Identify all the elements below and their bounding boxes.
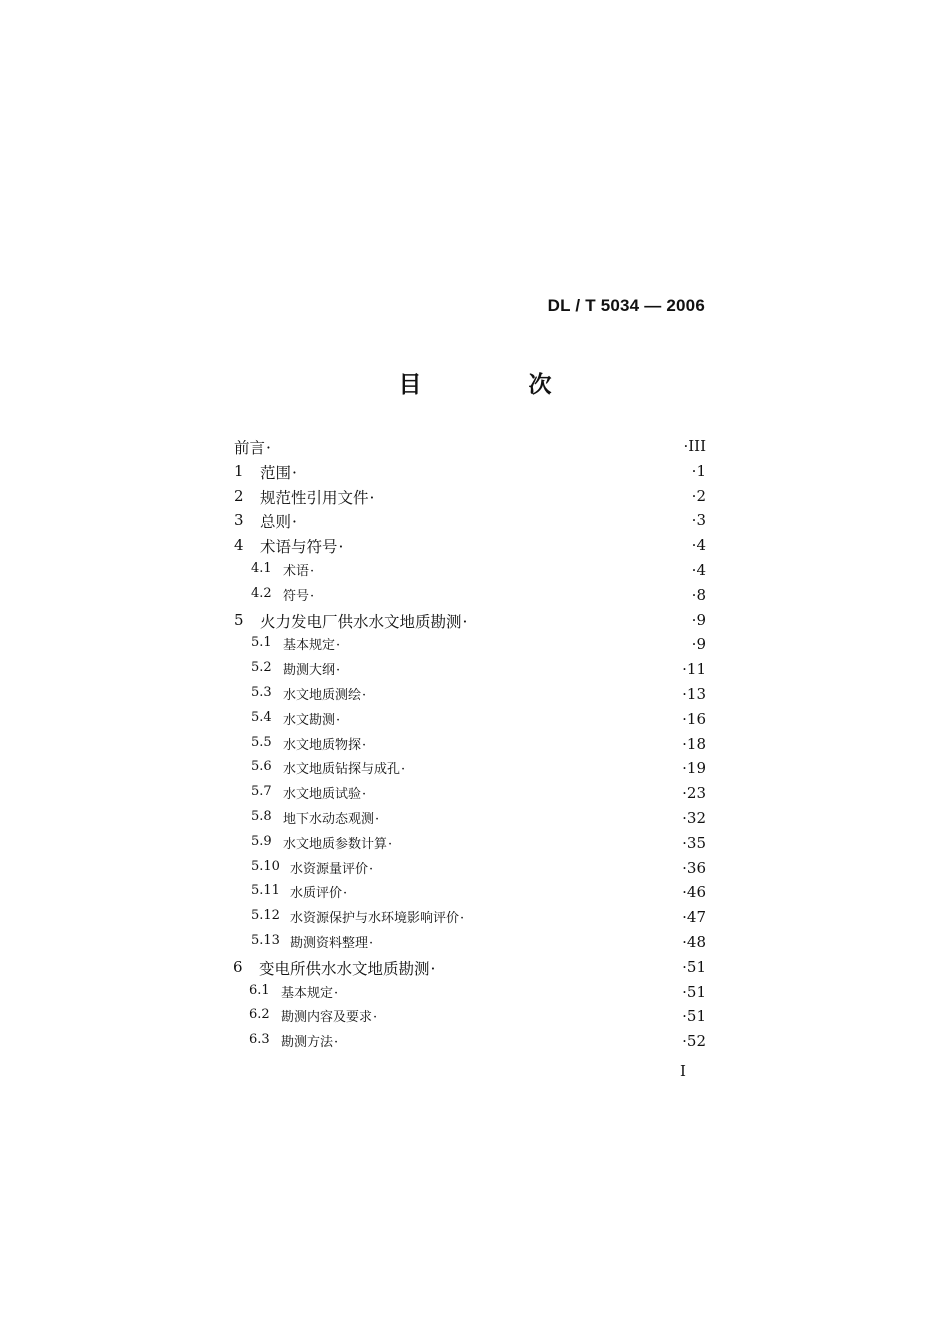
toc-entry-page: ·4 xyxy=(691,536,706,555)
toc-subentry[interactable] xyxy=(234,554,706,579)
toc-entry-number: 6.1 xyxy=(249,982,270,998)
toc-entry-number: 5.4 xyxy=(251,709,272,725)
toc-entry-page: ·16 xyxy=(682,709,706,728)
toc-subentry[interactable] xyxy=(234,926,706,951)
toc-entry-page: ·47 xyxy=(682,908,706,927)
toc-subentry[interactable] xyxy=(234,827,706,852)
toc-entry[interactable] xyxy=(234,604,706,629)
standard-code: DL / T 5034 — 2006 xyxy=(547,296,705,315)
toc-entry-page: ·1 xyxy=(691,461,706,480)
toc-entry-number: 5.3 xyxy=(251,684,272,700)
toc-entry-number: 4.1 xyxy=(251,560,272,576)
page-title: 目 次 xyxy=(398,372,594,398)
toc-entry-label: 地下水动态观测· xyxy=(283,811,380,827)
toc-entry-page: ·46 xyxy=(682,883,706,902)
toc-entry-page: ·2 xyxy=(691,486,706,505)
toc-entry-page: ·9 xyxy=(691,635,706,654)
toc-entry[interactable] xyxy=(234,504,706,532)
toc-entry-label: 水文地质参数计算· xyxy=(283,836,393,852)
toc-entry-label: 勘测资料整理· xyxy=(290,935,374,951)
toc-subentry[interactable] xyxy=(234,901,706,926)
toc-entry-number: 6.3 xyxy=(249,1032,270,1048)
toc-entry[interactable] xyxy=(234,951,706,976)
toc-entry-page: ·23 xyxy=(682,784,706,803)
toc-entry-number: 1 xyxy=(234,461,244,480)
toc-entry-label: 变电所供水水文地质勘测· xyxy=(259,959,436,978)
toc-entry-page: ·48 xyxy=(682,932,706,951)
toc-entry-number: 2 xyxy=(234,486,244,505)
toc-subentry[interactable] xyxy=(234,703,706,728)
toc-subentry[interactable] xyxy=(234,678,706,703)
toc-entry[interactable] xyxy=(234,480,706,505)
toc-entry-label: 水文地质钻探与成孔· xyxy=(283,762,406,778)
toc-entry-label: 总则· xyxy=(260,513,297,532)
toc-entry-page: ·8 xyxy=(691,585,706,604)
toc-entry-number: 5.13 xyxy=(251,932,280,948)
toc-entry[interactable] xyxy=(234,455,706,480)
toc-entry-number: 5.9 xyxy=(251,833,272,849)
toc-entry-page: ·9 xyxy=(691,610,706,629)
toc-entry-page: ·32 xyxy=(682,808,706,827)
toc-entry-number: 5.6 xyxy=(251,759,272,775)
toc-entry-number: 5 xyxy=(234,610,244,629)
toc-entry-number: 5.1 xyxy=(251,635,272,651)
toc-entry-page: ·18 xyxy=(682,734,706,753)
toc-entry-label: 规范性引用文件· xyxy=(260,488,375,507)
toc-subentry[interactable] xyxy=(234,1000,706,1025)
toc-entry-page: ·4 xyxy=(691,560,706,579)
toc-entry-number: 5.2 xyxy=(251,660,272,676)
toc-entry-page: ·52 xyxy=(682,1032,706,1051)
toc-entry-page: ·51 xyxy=(682,982,706,1001)
toc-subentry[interactable] xyxy=(234,852,706,877)
toc-entry[interactable] xyxy=(234,529,706,557)
toc-entry-label: 范围· xyxy=(260,463,297,482)
toc-subentry[interactable] xyxy=(234,628,706,653)
toc-subentry[interactable] xyxy=(234,728,706,753)
toc-entry-label: 水文地质物探· xyxy=(283,737,367,753)
toc-entry-label: 基本规定· xyxy=(283,638,341,654)
toc-entry-page: ·36 xyxy=(682,858,706,877)
toc-entry-label: 水文地质测绘· xyxy=(283,687,367,703)
toc-entry-number: 5.7 xyxy=(251,784,272,800)
toc-subentry[interactable] xyxy=(234,976,706,1001)
toc-subentry[interactable] xyxy=(234,579,706,604)
toc-subentry[interactable] xyxy=(234,653,706,678)
toc-entry-label: 水文勘测· xyxy=(283,712,341,728)
toc-entry-page: ·13 xyxy=(682,684,706,703)
toc-entry-page: ·11 xyxy=(682,660,706,679)
toc-entry-label: 水质评价· xyxy=(290,886,348,902)
toc-entry-label: 勘测大纲· xyxy=(283,663,341,679)
toc-entry-page: ·19 xyxy=(682,759,706,778)
toc-entry-number: 3 xyxy=(234,511,244,530)
toc-entry-number: 5.5 xyxy=(251,734,272,750)
toc-entry-number: 5.12 xyxy=(251,908,280,924)
toc-entry-number: 5.8 xyxy=(251,808,272,824)
toc-entry-number: 5.11 xyxy=(251,883,280,899)
toc-subentry[interactable] xyxy=(234,777,706,802)
toc-entry-number: 6.2 xyxy=(249,1007,270,1023)
toc-subentry[interactable] xyxy=(234,876,706,901)
toc-entry-number: 6 xyxy=(233,957,243,976)
toc-entry-page: ·51 xyxy=(682,1007,706,1026)
toc-entry-page: ·51 xyxy=(682,957,706,976)
toc-entry-label: 火力发电厂供水水文地质勘测· xyxy=(260,612,468,631)
toc-entry-page: ·III xyxy=(683,437,706,455)
page-number: I xyxy=(680,1062,686,1080)
toc-subentry[interactable] xyxy=(234,752,706,777)
toc-entry-label: 水文地质试验· xyxy=(283,787,367,803)
toc-entry-label: 前言· xyxy=(234,439,271,457)
toc-entry-number: 4.2 xyxy=(251,585,272,601)
toc-entry-label: 符号· xyxy=(283,588,315,604)
toc-entry-label: 水资源量评价· xyxy=(290,861,374,877)
toc-entry-label: 基本规定· xyxy=(281,985,339,1001)
toc-subentry[interactable] xyxy=(234,802,706,827)
toc-entry-page: ·3 xyxy=(691,511,706,530)
toc-entry-number: 4 xyxy=(234,536,244,555)
toc-entry-label: 勘测方法· xyxy=(281,1035,339,1051)
toc-subentry[interactable] xyxy=(234,1025,706,1050)
toc-entry-page: ·35 xyxy=(682,833,706,852)
toc-entry-number: 5.10 xyxy=(251,858,280,874)
table-of-contents xyxy=(234,430,706,1050)
toc-entry-label: 术语· xyxy=(283,563,315,579)
toc-entry-label: 水资源保护与水环境影响评价· xyxy=(290,911,465,927)
toc-entry-label: 勘测内容及要求· xyxy=(281,1010,378,1026)
toc-entry-label: 术语与符号· xyxy=(260,538,344,557)
toc-entry-foreword[interactable] xyxy=(234,430,706,455)
